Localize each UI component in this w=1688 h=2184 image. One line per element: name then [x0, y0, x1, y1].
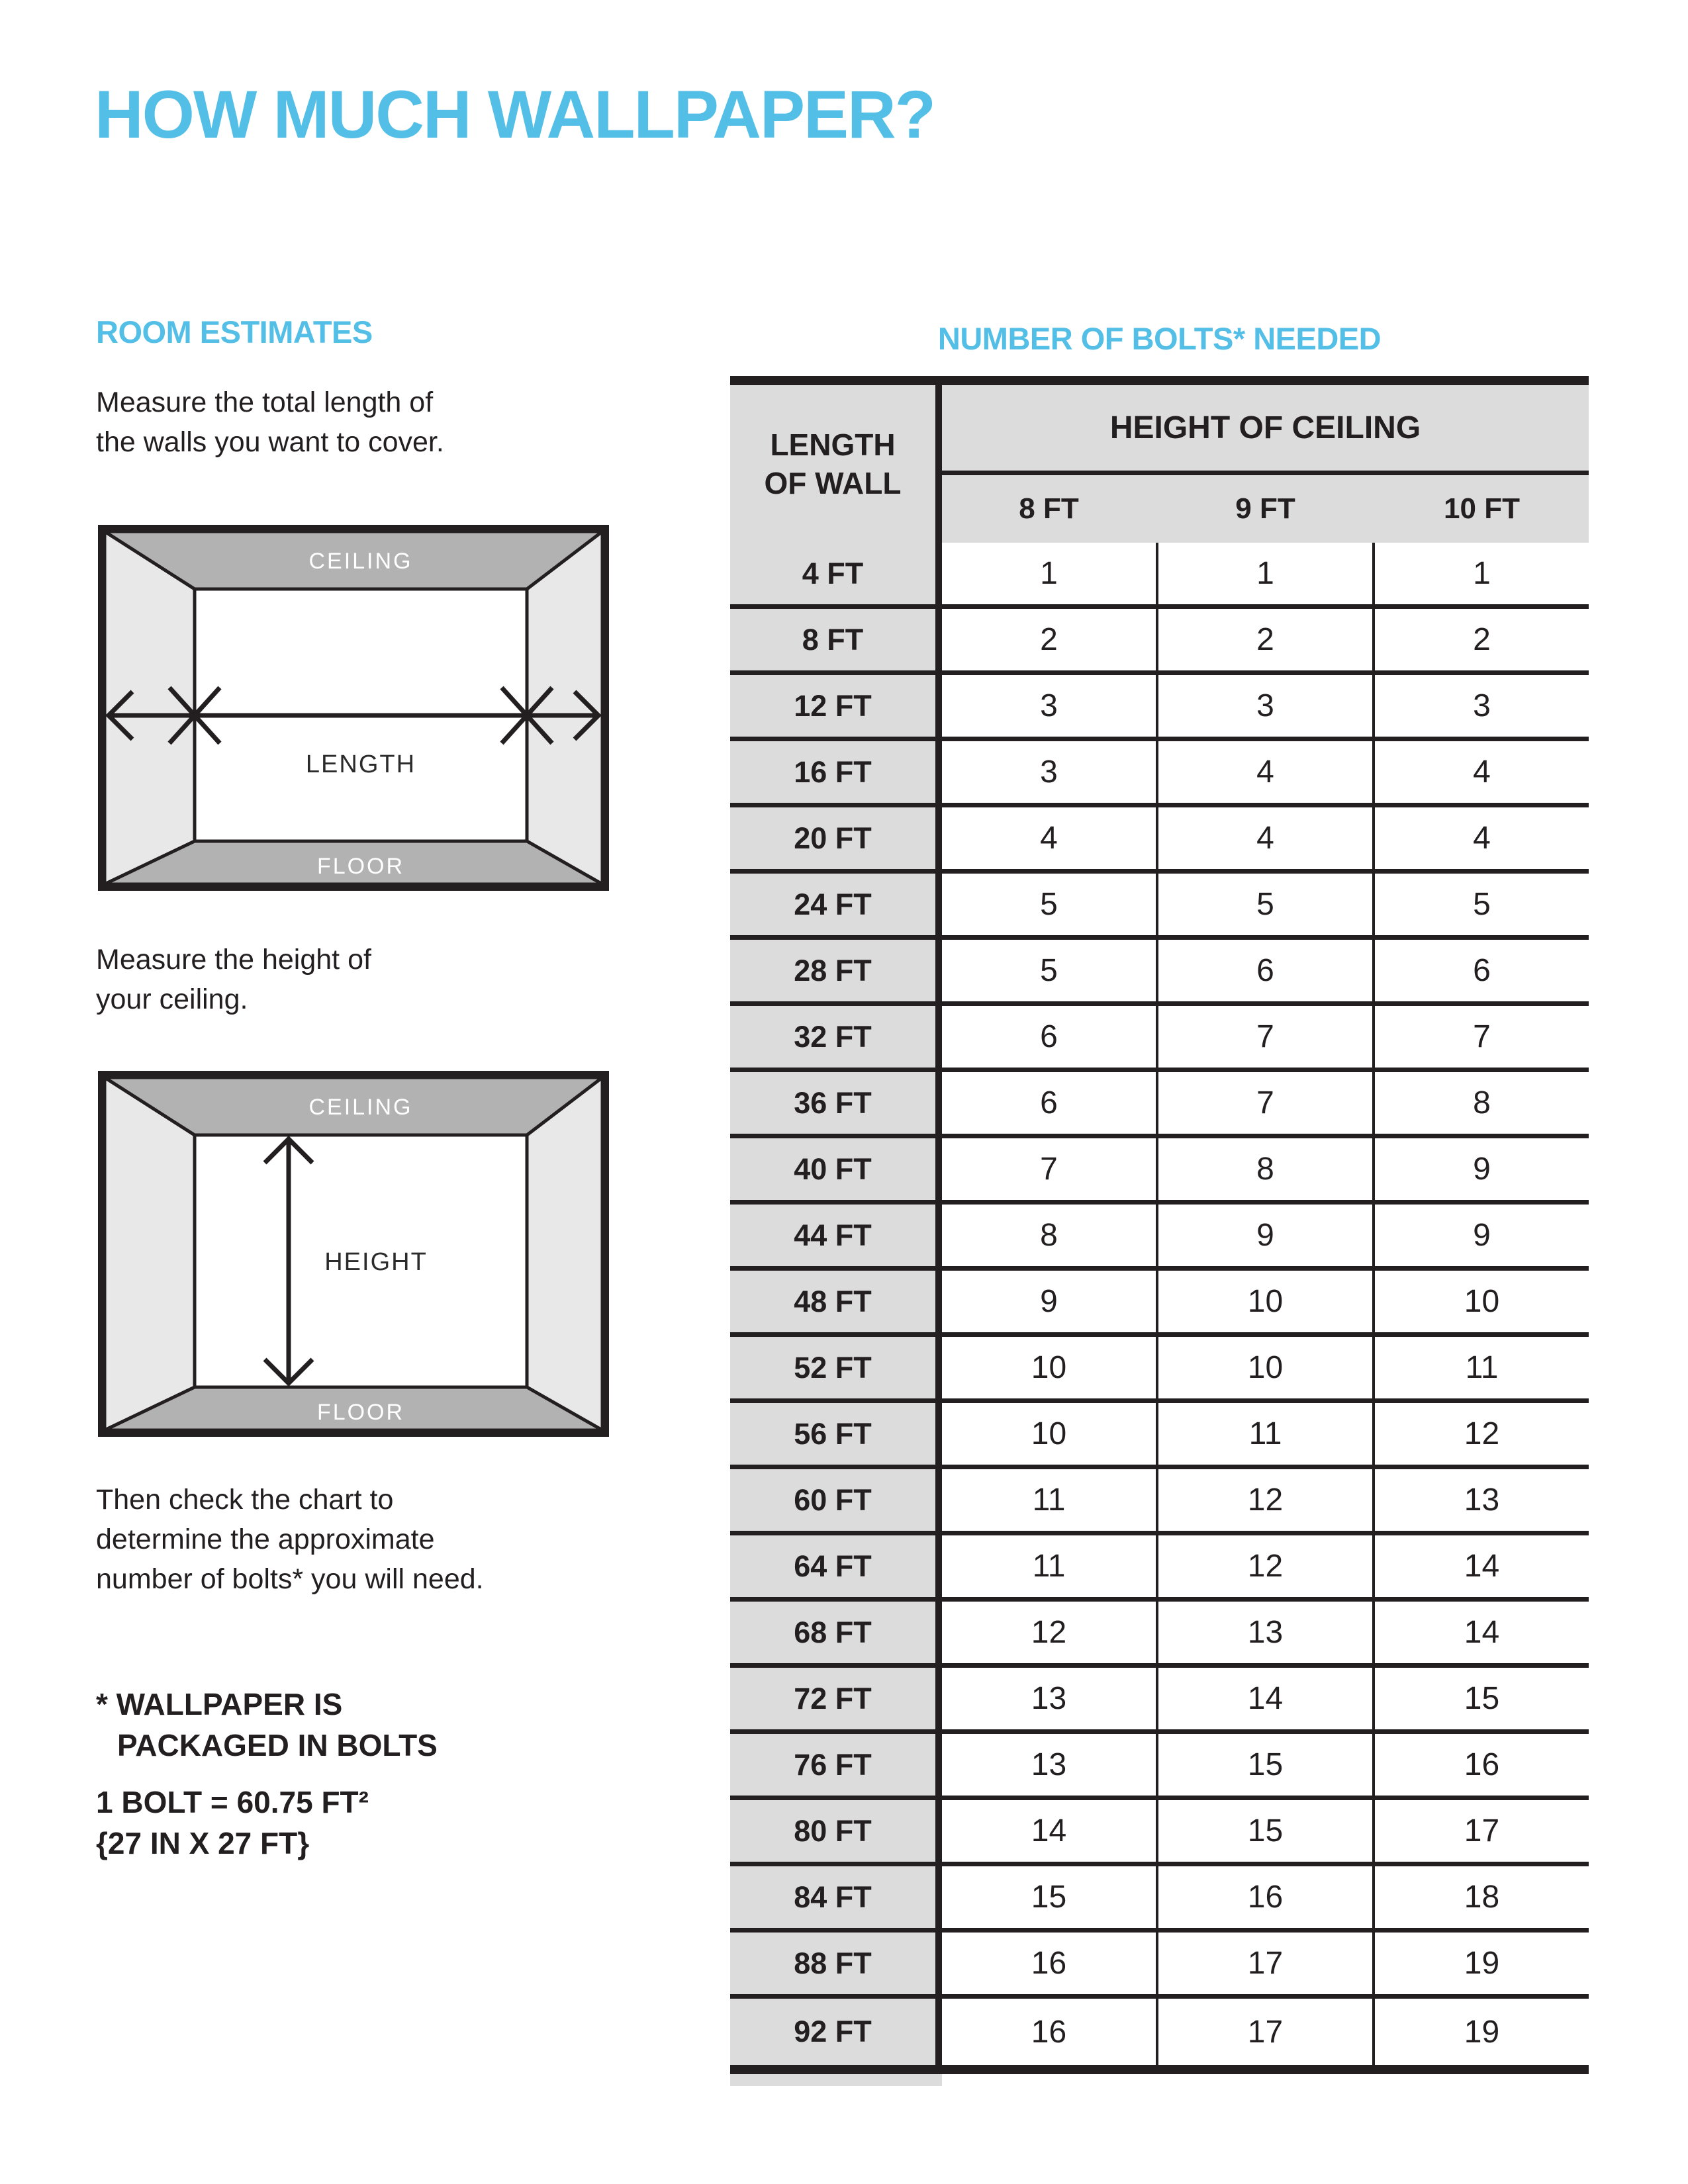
- paragraph-line: the walls you want to cover.: [96, 426, 444, 458]
- row-label-wall-length: 4 FT: [730, 543, 942, 604]
- section-heading-bolts-needed: NUMBER OF BOLTS* NEEDED: [937, 321, 1382, 356]
- row-label-wall-length: 40 FT: [730, 1138, 942, 1200]
- table-body: [730, 543, 1589, 2065]
- column-header-9ft: 9 FT: [1235, 492, 1295, 525]
- row-label-wall-length: 88 FT: [730, 1933, 942, 1994]
- table-row: [730, 1006, 1589, 1072]
- bolt-count-cell: 11: [942, 1535, 1156, 1597]
- bolt-count-cell: 17: [1372, 1800, 1589, 1862]
- bolt-count-cell: 9: [1372, 1205, 1589, 1266]
- bolt-count-cell: 17: [1156, 1933, 1372, 1994]
- header-height-of-ceiling-group: [942, 385, 1589, 543]
- row-label-wall-length: 68 FT: [730, 1602, 942, 1663]
- table-bottom-border: [730, 2065, 1589, 2074]
- bolt-count-cell: 4: [1156, 807, 1372, 869]
- bolt-count-cell: 4: [1372, 741, 1589, 803]
- bolt-count-cell: 5: [1372, 874, 1589, 935]
- row-label-wall-length: 20 FT: [730, 807, 942, 869]
- row-label-wall-length: 80 FT: [730, 1800, 942, 1862]
- table-row: [730, 1469, 1589, 1535]
- bolt-count-cell: 9: [1372, 1138, 1589, 1200]
- bolt-count-cell: 16: [942, 1933, 1156, 1994]
- bolt-count-cell: 12: [1372, 1403, 1589, 1465]
- bolt-count-cell: 2: [942, 609, 1156, 670]
- page-title: HOW MUCH WALLPAPER?: [95, 77, 935, 152]
- bolt-count-cell: 3: [942, 675, 1156, 737]
- bolt-count-cell: 15: [942, 1866, 1156, 1928]
- footnote-bolt-size: 1 BOLT = 60.75 FT²: [96, 1785, 369, 1819]
- bolt-count-cell: 6: [1156, 940, 1372, 1001]
- bolt-count-cell: 13: [1156, 1602, 1372, 1663]
- bolt-count-cell: 6: [942, 1006, 1156, 1068]
- table-row: [730, 1072, 1589, 1138]
- bolt-count-cell: 16: [942, 1999, 1156, 2065]
- paragraph-line: Measure the height of: [96, 944, 371, 976]
- row-label-wall-length: 60 FT: [730, 1469, 942, 1531]
- bolt-count-cell: 12: [1156, 1469, 1372, 1531]
- bolt-count-cell: 3: [1156, 675, 1372, 737]
- table-row: [730, 1337, 1589, 1403]
- bolt-count-cell: 11: [1372, 1337, 1589, 1398]
- table-row: [730, 1800, 1589, 1866]
- table-row: [730, 1668, 1589, 1734]
- row-label-wall-length: 8 FT: [730, 609, 942, 670]
- bolt-count-cell: 4: [942, 807, 1156, 869]
- row-label-wall-length: 48 FT: [730, 1271, 942, 1332]
- paragraph-line: determine the approximate: [96, 1524, 435, 1555]
- footnote-bolt-dimensions: {27 IN X 27 FT}: [96, 1826, 310, 1860]
- row-label-wall-length: 44 FT: [730, 1205, 942, 1266]
- length-label: LENGTH: [305, 751, 416, 778]
- bolt-count-cell: 3: [942, 741, 1156, 803]
- table-row: [730, 1933, 1589, 1999]
- bolt-count-cell: 14: [1372, 1602, 1589, 1663]
- table-row: [730, 1205, 1589, 1271]
- bolt-count-cell: 15: [1372, 1668, 1589, 1729]
- table-header: [730, 385, 1589, 543]
- bolt-count-cell: 8: [1156, 1138, 1372, 1200]
- table-row: [730, 1734, 1589, 1800]
- bolt-count-cell: 19: [1372, 1933, 1589, 1994]
- table-row: [730, 807, 1589, 874]
- instruction-paragraph-height: [96, 940, 371, 1019]
- room-diagram-height: [98, 1071, 609, 1437]
- bolt-count-cell: 2: [1156, 609, 1372, 670]
- table-row: [730, 874, 1589, 940]
- table-row: [730, 675, 1589, 741]
- bolt-count-cell: 7: [1372, 1006, 1589, 1068]
- bolt-count-cell: 6: [1372, 940, 1589, 1001]
- bolt-count-cell: 10: [942, 1403, 1156, 1465]
- paragraph-line: number of bolts* you will need.: [96, 1563, 484, 1595]
- header-line: LENGTH: [770, 428, 896, 462]
- row-label-wall-length: 56 FT: [730, 1403, 942, 1465]
- table-row: [730, 1602, 1589, 1668]
- table-row: [730, 543, 1589, 609]
- room-diagram-length: [98, 525, 609, 891]
- bolts-table: [730, 376, 1589, 2086]
- bolt-count-cell: 10: [1156, 1271, 1372, 1332]
- bolt-count-cell: 13: [942, 1668, 1156, 1729]
- bolt-count-cell: 7: [1156, 1072, 1372, 1134]
- bolt-count-cell: 3: [1372, 675, 1589, 737]
- row-label-wall-length: 28 FT: [730, 940, 942, 1001]
- header-line: OF WALL: [764, 466, 902, 500]
- column-header-8ft: 8 FT: [1019, 492, 1079, 525]
- table-row: [730, 1403, 1589, 1469]
- bolt-count-cell: 5: [942, 940, 1156, 1001]
- row-label-wall-length: 76 FT: [730, 1734, 942, 1796]
- table-row: [730, 1999, 1589, 2065]
- table-row: [730, 1535, 1589, 1602]
- section-heading-room-estimates: ROOM ESTIMATES: [96, 314, 373, 349]
- bolt-count-cell: 16: [1372, 1734, 1589, 1796]
- group-header-height-of-ceiling: HEIGHT OF CEILING: [942, 385, 1589, 475]
- right-wall-surface: [527, 1077, 602, 1430]
- row-label-wall-length: 16 FT: [730, 741, 942, 803]
- bolt-count-cell: 14: [1156, 1668, 1372, 1729]
- bolt-count-cell: 7: [942, 1138, 1156, 1200]
- bolt-count-cell: 13: [1372, 1469, 1589, 1531]
- row-label-wall-length: 92 FT: [730, 1999, 942, 2065]
- instruction-paragraph-chart: [96, 1480, 484, 1599]
- row-label-wall-length: 12 FT: [730, 675, 942, 737]
- bolt-count-cell: 13: [942, 1734, 1156, 1796]
- floor-label: FLOOR: [316, 1400, 405, 1425]
- bolt-count-cell: 11: [942, 1469, 1156, 1531]
- bolt-count-cell: 14: [1372, 1535, 1589, 1597]
- bolt-count-cell: 1: [942, 543, 1156, 604]
- table-row: [730, 1271, 1589, 1337]
- ceiling-label: CEILING: [308, 1095, 413, 1120]
- bolt-count-cell: 8: [1372, 1072, 1589, 1134]
- bolt-count-cell: 8: [942, 1205, 1156, 1266]
- row-label-wall-length: 32 FT: [730, 1006, 942, 1068]
- footnote-wallpaper-line1: * WALLPAPER IS: [96, 1687, 343, 1721]
- table-row: [730, 741, 1589, 807]
- bolt-count-cell: 18: [1372, 1866, 1589, 1928]
- bolt-count-cell: 15: [1156, 1734, 1372, 1796]
- footnote-wallpaper-line2: PACKAGED IN BOLTS: [117, 1728, 438, 1762]
- table-left-column-tab: [730, 2074, 942, 2086]
- height-label: HEIGHT: [324, 1248, 428, 1276]
- bolt-count-cell: 4: [1156, 741, 1372, 803]
- column-header-10ft: 10 FT: [1444, 492, 1520, 525]
- column-header-length-of-wall: [730, 385, 942, 543]
- bolt-count-cell: 17: [1156, 1999, 1372, 2065]
- ceiling-label: CEILING: [308, 549, 413, 574]
- bolt-count-cell: 1: [1156, 543, 1372, 604]
- bolt-count-cell: 14: [942, 1800, 1156, 1862]
- bolt-count-cell: 19: [1372, 1999, 1589, 2065]
- ceiling-height-columns: [942, 475, 1589, 543]
- bolt-count-cell: 15: [1156, 1800, 1372, 1862]
- paragraph-line: your ceiling.: [96, 983, 248, 1015]
- bolt-count-cell: 9: [942, 1271, 1156, 1332]
- bolt-count-cell: 16: [1156, 1866, 1372, 1928]
- bolt-count-cell: 4: [1372, 807, 1589, 869]
- bolt-count-cell: 5: [942, 874, 1156, 935]
- bolt-count-cell: 2: [1372, 609, 1589, 670]
- row-label-wall-length: 24 FT: [730, 874, 942, 935]
- row-label-wall-length: 72 FT: [730, 1668, 942, 1729]
- table-row: [730, 1866, 1589, 1933]
- bolt-count-cell: 10: [1156, 1337, 1372, 1398]
- table-row: [730, 1138, 1589, 1205]
- bolt-count-cell: 12: [1156, 1535, 1372, 1597]
- row-label-wall-length: 52 FT: [730, 1337, 942, 1398]
- bolt-count-cell: 6: [942, 1072, 1156, 1134]
- row-label-wall-length: 64 FT: [730, 1535, 942, 1597]
- paragraph-line: Then check the chart to: [96, 1484, 394, 1516]
- table-row: [730, 940, 1589, 1006]
- bolt-count-cell: 12: [942, 1602, 1156, 1663]
- bolt-count-cell: 7: [1156, 1006, 1372, 1068]
- instruction-paragraph-length: [96, 383, 444, 462]
- paragraph-line: Measure the total length of: [96, 387, 434, 418]
- bolt-count-cell: 1: [1372, 543, 1589, 604]
- floor-label: FLOOR: [316, 854, 405, 879]
- row-label-wall-length: 36 FT: [730, 1072, 942, 1134]
- table-row: [730, 609, 1589, 675]
- bolt-count-cell: 10: [942, 1337, 1156, 1398]
- left-wall-surface: [105, 1077, 195, 1430]
- bolt-count-cell: 9: [1156, 1205, 1372, 1266]
- bolt-count-cell: 11: [1156, 1403, 1372, 1465]
- bolt-count-cell: 5: [1156, 874, 1372, 935]
- bolt-count-cell: 10: [1372, 1271, 1589, 1332]
- row-label-wall-length: 84 FT: [730, 1866, 942, 1928]
